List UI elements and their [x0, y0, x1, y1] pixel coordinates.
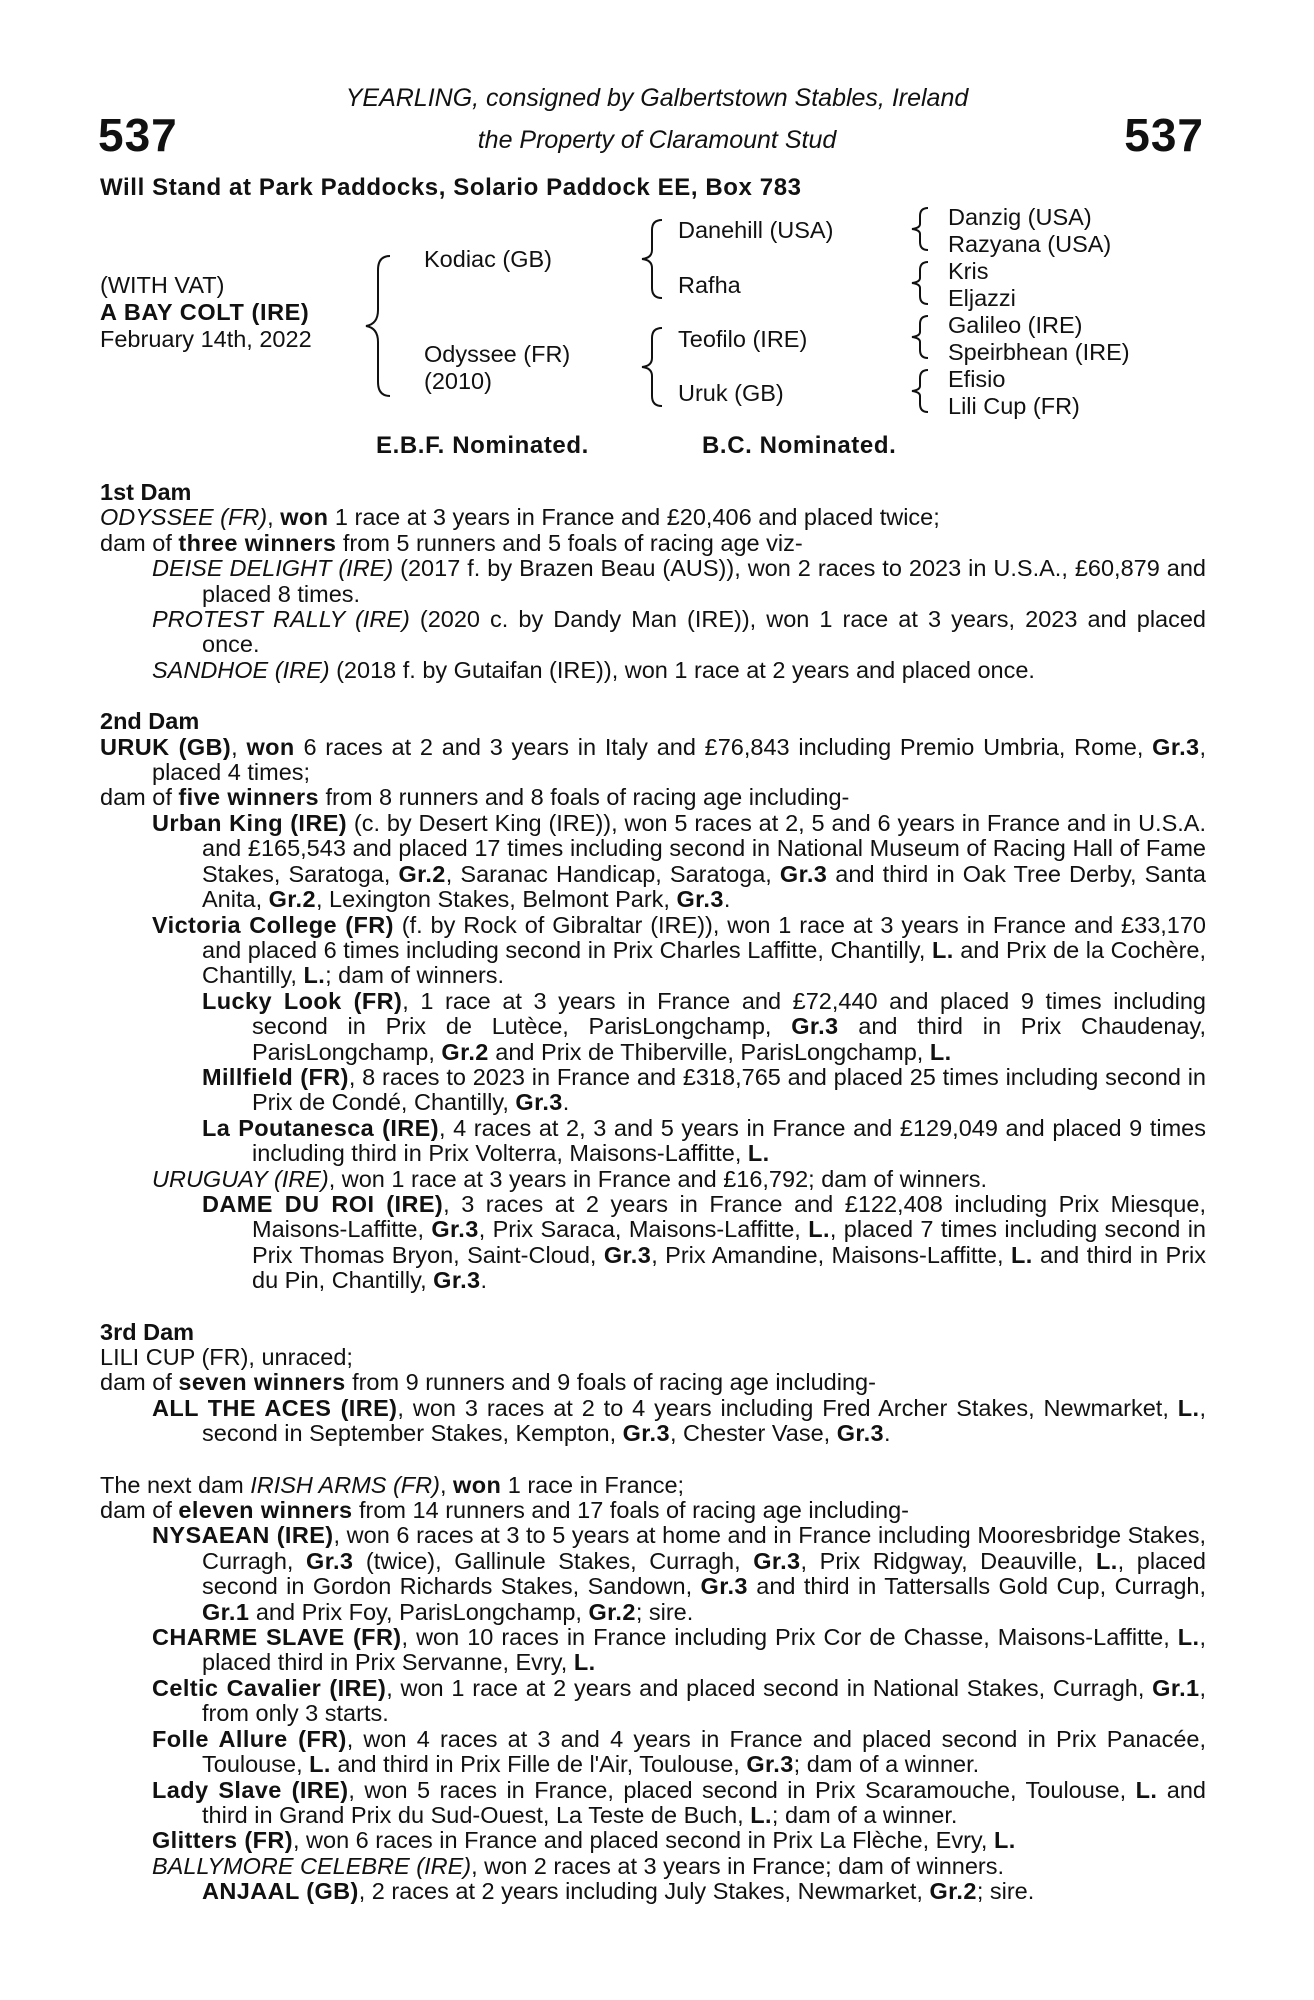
offspring-entry: Urban King (IRE) (c. by Desert King (IRE)), won 5 races at 2, 5 and 6 years in France and in U.S.A. and £165,543 and placed 17 times including second in National Museum of Racing Hall of Fame Stakes, Saratoga, Gr.2, Saranac Handicap, Saratoga, Gr.3 and third in Oak Tree Derby, Santa Anita, Gr.2, Lexington Stakes, Belmont Park, Gr.3. [152, 809, 1207, 913]
grand-offspring-entry: Lucky Look (FR), 1 race at 3 years in France and £72,440 and placed 9 times including second in Prix de Lutèce, ParisLongchamp, Gr.3 and third in Prix Chaudenay, ParisLongchamp, Gr.2 and Prix de Thiberville, ParisLongchamp, L. [202, 987, 1206, 1065]
gg-2: Razyana (USA) [948, 231, 1112, 257]
gg-5: Galileo (IRE) [948, 312, 1083, 338]
ebf-nomination: E.B.F. Nominated. [376, 432, 589, 459]
bc-nomination: B.C. Nominated. [702, 432, 897, 459]
pedigree-brace-sire [636, 212, 670, 306]
offspring-entry: Lady Slave (IRE), won 5 races in France, placed second in Prix Scaramouche, Toulouse, L. and third in Grand Prix du Sud-Ouest, La Teste de Buch, L.; dam of a winner. [152, 1776, 1206, 1828]
foaling-date: February 14th, 2022 [100, 326, 312, 352]
offspring-entry: Victoria College (FR) (f. by Rock of Gibraltar (IRE)), won 1 race at 3 years in France and £33,170 and placed 6 times including second in Prix Charles Laffitte, Chantilly, L. and Prix de la Cochère, Chantilly, L.; dam of winners. [152, 911, 1207, 989]
grand-offspring-entry: La Poutanesca (IRE), 4 races at 2, 3 and 5 years in France and £129,049 and placed 9 times including third in Prix Volterra, Maisons-Laffitte, L. [202, 1114, 1206, 1167]
sire-sire: Danehill (USA) [678, 217, 834, 243]
offspring-entry: DEISE DELIGHT (IRE) (2017 f. by Brazen Beau (AUS)), won 2 races to 2023 in U.S.A., £60,879 and placed 8 times. [152, 555, 1206, 607]
offspring-entry: CHARME SLAVE (FR), won 10 races in France including Prix Cor de Chasse, Maisons-Laffitte, L., placed third in Prix Servanne, Evry, L. [152, 1624, 1207, 1676]
second-dam-line: URUK (GB), won 6 races at 2 and 3 years in Italy and £76,843 including Premio Umbria, Rome, Gr.3, placed 4 times; [100, 733, 1206, 786]
third-dam-line: LILI CUP (FR), unraced; [100, 1344, 353, 1370]
pedigree-brace-dam [636, 320, 670, 414]
grand-offspring-entry: DAME DU ROI (IRE), 3 races at 2 years in France and £122,408 including Prix Miesque, Maisons-Laffitte, Gr.3, Prix Saraca, Maisons-Laffitte, L., placed 7 times including second in Prix Thomas Bryon, Saint-Cloud, Gr.3, Prix Amandine, Maisons-Laffitte, L. and third in Prix du Pin, Chantilly, Gr.3. [202, 1190, 1207, 1294]
catalogue-body [100, 480, 1206, 1905]
gg-7: Efisio [948, 366, 1006, 392]
stand-location: Will Stand at Park Paddocks, Solario Paddock EE, Box 783 [100, 174, 802, 201]
gg-6: Speirbhean (IRE) [948, 339, 1130, 365]
consignor-line: YEARLING, consigned by Galbertstown Stables, Ireland [345, 84, 969, 112]
lot-number-right: 537 [1124, 109, 1204, 161]
property-line: the Property of Claramount Stud [477, 126, 837, 154]
dam-sire: Teofilo (IRE) [678, 326, 808, 352]
next-dam-produce: dam of eleven winners from 14 runners and 17 foals of racing age including- [100, 1497, 909, 1524]
offspring-entry: SANDHOE (IRE) (2018 f. by Gutaifan (IRE)), won 1 race at 2 years and placed once. [152, 656, 1035, 683]
offspring-entry: Celtic Cavalier (IRE), won 1 race at 2 years and placed second in National Stakes, Curragh, Gr.1, from only 3 starts. [152, 1674, 1206, 1727]
third-dam-produce: dam of seven winners from 9 runners and 9 foals of racing age including- [100, 1369, 876, 1396]
first-dam-heading: 1st Dam [100, 479, 192, 505]
pedigree-brace-main [360, 240, 400, 412]
offspring-entry: PROTEST RALLY (IRE) (2020 c. by Dandy Man (IRE)), won 1 race at 3 years, 2023 and placed once. [152, 606, 1206, 658]
dam-dam: Uruk (GB) [678, 380, 784, 406]
offspring-entry: ALL THE ACES (IRE), won 3 races at 2 to 4 years including Fred Archer Stakes, Newmarket, L., second in September Stakes, Kempton, Gr.3, Chester Vase, Gr.3. [152, 1394, 1206, 1447]
offspring-entry: Glitters (FR), won 6 races in France and placed second in Prix La Flèche, Evry, L. [152, 1827, 1016, 1854]
dam-year: (2010) [424, 368, 492, 394]
offspring-entry: BALLYMORE CELEBRE (IRE), won 2 races at 3 years in France; dam of winners. [152, 1852, 1005, 1879]
dam-name: Odyssee (FR) [424, 341, 571, 367]
vat-note: (WITH VAT) [100, 272, 225, 298]
second-dam-produce: dam of five winners from 8 runners and 8 foals of racing age including- [100, 784, 850, 811]
pedigree-braces-grand [906, 202, 936, 422]
third-dam-heading: 3rd Dam [100, 1318, 195, 1345]
lot-number-left: 537 [98, 109, 178, 161]
first-dam-line: ODYSSEE (FR), won 1 race at 3 years in France and £20,406 and placed twice; [100, 504, 940, 531]
gg-8: Lili Cup (FR) [948, 393, 1080, 419]
offspring-entry: NYSAEAN (IRE), won 6 races at 3 to 5 years at home and in France including Mooresbridge Stakes, Curragh, Gr.3 (twice), Gallinule Stakes, Curragh, Gr.3, Prix Ridgway, Deauville, L., placed second in Gordon Richards Stakes, Sandown, Gr.3 and third in Tattersalls Gold Cup, Curragh, Gr.1 and Prix Foy, ParisLongchamp, Gr.2; sire. [152, 1522, 1207, 1625]
first-dam-produce: dam of three winners from 5 runners and 5 foals of racing age viz- [100, 529, 803, 556]
horse-name: A BAY COLT (IRE) [100, 299, 310, 325]
gg-1: Danzig (USA) [948, 204, 1092, 230]
gg-4: Eljazzi [948, 285, 1016, 311]
grand-offspring-entry: Millfield (FR), 8 races to 2023 in France and £318,765 and placed 25 times including second in Prix de Condé, Chantilly, Gr.3. [202, 1063, 1207, 1116]
offspring-entry: Folle Allure (FR), won 4 races at 3 and 4 years in France and placed second in Prix Panacée, Toulouse, L. and third in Prix Fille de l'Air, Toulouse, Gr.3; dam of a winner. [152, 1725, 1206, 1778]
offspring-entry: URUGUAY (IRE), won 1 race at 3 years in France and £16,792; dam of winners. [152, 1165, 988, 1192]
gg-3: Kris [948, 258, 989, 284]
next-dam-line: The next dam IRISH ARMS (FR), won 1 race in France; [100, 1471, 685, 1498]
grand-offspring-entry: ANJAAL (GB), 2 races at 2 years including July Stakes, Newmarket, Gr.2; sire. [202, 1878, 1035, 1905]
sire-dam: Rafha [678, 272, 741, 298]
sire-name: Kodiac (GB) [424, 246, 552, 272]
second-dam-heading: 2nd Dam [100, 708, 200, 735]
